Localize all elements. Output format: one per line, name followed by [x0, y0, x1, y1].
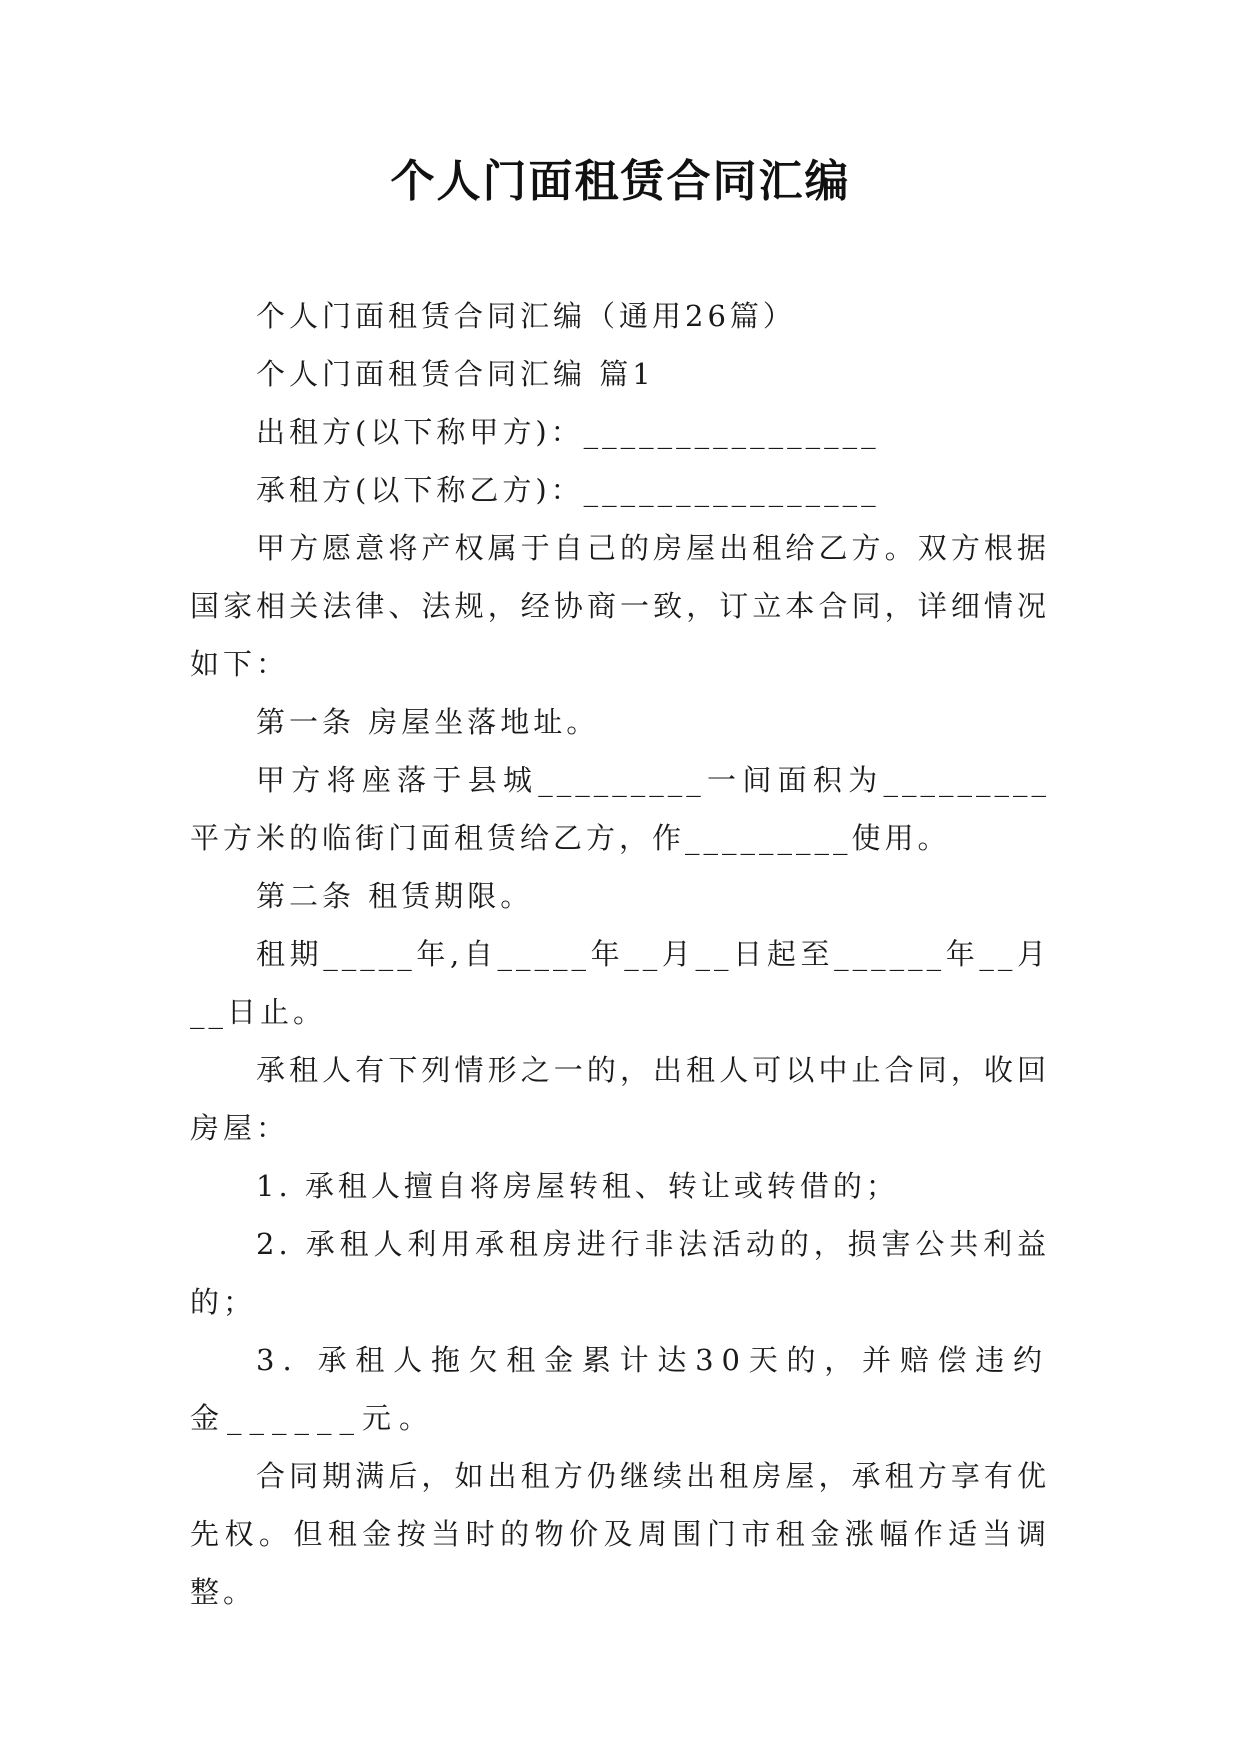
article-1-heading: 第一条 房屋坐落地址。	[256, 705, 600, 739]
list-item: 3. 承租人拖欠租金累计达30天的，并赔偿违约金______元。	[190, 1343, 1050, 1435]
list-item: 2. 承租人利用承租房进行非法活动的，损害公共利益的；	[190, 1227, 1050, 1319]
renewal-paragraph: 合同期满后，如出租方仍继续出租房屋，承租方享有优先权。但租金按当时的物价及周围门市租金涨幅作适当调整。	[190, 1459, 1050, 1609]
document-title: 个人门面租赁合同汇编	[390, 156, 851, 207]
article-1-body: 甲方将座落于县城_________一间面积为_________平方米的临街门面租赁给乙方，作_________使用。	[190, 763, 1050, 855]
intro-paragraph: 甲方愿意将产权属于自己的房屋出租给乙方。双方根据国家相关法律、法规，经协商一致，订立本合同，详细情况如下：	[190, 531, 1050, 681]
article-2-heading: 第二条 租赁期限。	[256, 879, 534, 913]
termination-intro: 承租人有下列情形之一的，出租人可以中止合同，收回房屋：	[190, 1053, 1050, 1145]
document-body	[190, 287, 1050, 1621]
lessor-line: 出租方(以下称甲方)：________________	[256, 415, 880, 449]
lease-term-line: 租期_____年,自_____年__月__日起至______年__月__日止。	[190, 937, 1050, 1029]
section-heading: 个人门面租赁合同汇编 篇1	[256, 357, 655, 391]
list-item: 1. 承租人擅自将房屋转租、转让或转借的；	[256, 1169, 899, 1203]
lessee-line: 承租方(以下称乙方)：________________	[256, 473, 880, 507]
subtitle: 个人门面租赁合同汇编（通用26篇）	[256, 299, 796, 333]
